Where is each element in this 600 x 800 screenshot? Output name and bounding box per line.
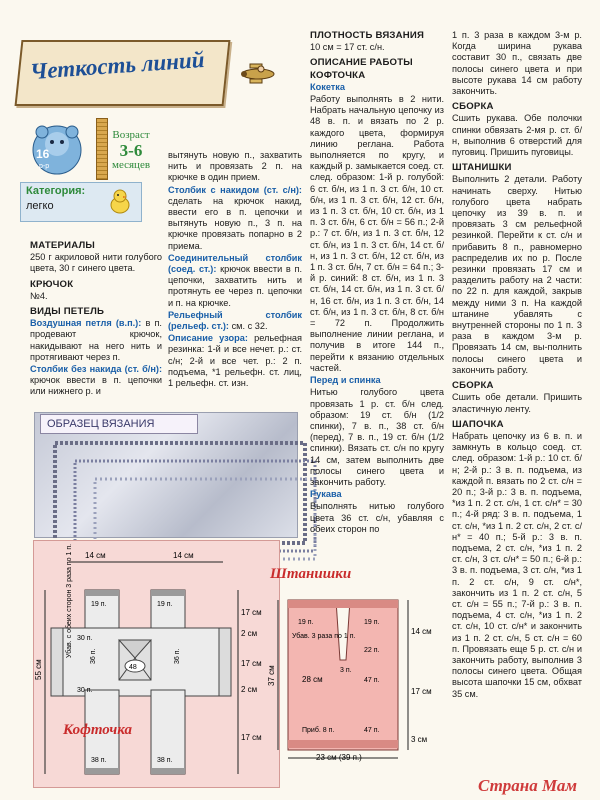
pants-waist-left: 19 п. [298,619,314,626]
age-block [112,128,150,173]
size-value: 16 [36,147,50,161]
pattern-name: Описание узора: [168,333,248,344]
hook-title: КРЮЧОК [30,278,74,290]
jacket-total-height: 55 см [34,659,43,680]
hat-text: Набрать цепочку из 6 в. п. и замкнуть в кольцо соед. ст. след. образом: 1-й р.: 10 ст. б/н; 2-й р.: 3 в. п. подъема, из каждой п. вязать по 2 ст. с/н = 20 п.; 3-й р.: 3 в. п. подъема, *из 1 п. 2 ст. с/н, 1 ст. с/н* = 30 п.; 4-й ряд: 3 в. п. подъема, 1 ст. с/н, *из 1 п. 2 ст. с/н, 2 ст. с/н* = 40 п.; 5-й р.: 3 в. п. подъема, 2 ст. с/н, *из 1 п. 2 ст. с/н, 3 ст. с/н* = 50 п.; 6-й р.: 3 в. п. подъема, 3 ст. с/н, *из 1 п. 2 ст. с/н, 9 ст. с/н*, закончить из 1 п. 2 ст. с/н, 5 ст. с/н = 55 п.; 7-й р.: 3 в. п. подъема, 4 ст. с/н, *из 1 п. 2 ст. с/н, 10 ст. с/н* и закончить из 1 п. 2 ст. с/н, 5 ст. с/н = 60 п. Провязать еще 5 р. ст. с/н и закончить работу, выполнив 3 полосы синего цвета. Общая высота шапочки 15 см, обхват 35 см. [452,430,582,699]
age-label: Возраст [112,129,150,141]
slip-stitch-name: Соединительный столбик (соед. ст.): [168,252,302,275]
loop2-name: Столбик без накида (ст. б/н): [30,364,162,375]
col4-text-1: 1 п. 3 раза в каждом 3-м р. Когда ширина рукава составит 30 п., связать две полосы синего цвета и при высоте рукава 14 см работу закончить. [452,30,582,97]
jacket-bottom-left: 38 п. [91,757,107,764]
materials-title: МАТЕРИАЛЫ [30,240,95,251]
pattern-text: рельефная резинка: 1-й и все нечет. р.: ст. с/н; 2-й и все чет. р.: 2 п. подъема, *1 рельефн. ст. лиц, 1 рельефн. ст. изн. [168,333,302,389]
assembly2-text: Сшить обе детали. Пришить эластичную ленту. [452,392,582,414]
jacket-side-top: 30 п. [77,635,93,642]
category-value: легко [26,200,54,212]
hat-title: ШАПОЧКА [452,418,504,430]
stitch-dc-text: сделать на крючок накид, ввести его в п. цепочки и вытянуть новую п., 3 п. на крючке провязать попарно в 2 приема. [168,195,302,251]
pants-text: Выполнить 2 детали. Работу начинать сверху. Нитью голубого цвета набрать цепочку из 39 в. п. и провязать 3 см рельефной резинкой. Перейти к ст. с/н и прибавить 8 п., равномерно распределив их по р. После резинки провязать 17 см и разделить работу на 2 части: по 22 п. для каждой, закрыв между ними 3 п. На каждой штанине убавлять с внутренней стороны по 1 п. 3 раза в каждом 3-м р. Провязать 14 см, вы-полнить полосы синего цвета и закончить работу. [452,174,582,375]
slip-stitch-text: крючок ввести в п. цепочки, захватить нить и протянуть ее через п. цепочки и п. на крючке. [168,264,302,308]
pants-title: ШТАНИШКИ [452,162,512,174]
page-title: Четкость линий [29,46,206,85]
size-badge-icon [28,120,86,178]
jacket-side-bottom: 30 п. [77,687,93,694]
work-title: ОПИСАНИЕ РАБОТЫ [310,57,413,69]
yoke-center-label: 48 [129,664,137,671]
sleeves-title: Рукава [310,489,342,500]
yoke-title: Кокетка [310,81,346,92]
jacket-sleeve-top-left: 19 п. [91,601,107,608]
assembly-title: СБОРКА [452,101,494,113]
density-text: 10 см = 17 ст. с/н. [310,42,385,53]
jacket-top-right-width: 14 см [173,551,194,560]
watermark: Страна Мам [478,776,578,795]
loops-title: ВИДЫ ПЕТЕЛЬ [30,306,105,318]
work-subtitle: КОФТОЧКА [310,69,366,81]
pants-decrease-left: Убав. 3 раза по 1 п. [292,633,356,640]
pants-leg-points: 22 п. [364,647,380,654]
pants-right-dim-b: 17 см [411,687,432,696]
assembly2-title: СБОРКА [452,380,494,392]
stitch-dc-name: Столбик с накидом (ст. с/н): [168,184,302,195]
pants-right-dim-c: 3 см [411,735,428,744]
sample-photo-label: ОБРАЗЕЦ ВЯЗАНИЯ [40,414,198,434]
airplane-icon [236,58,280,88]
pants-bottom-width: 23 см (39 п.) [316,753,362,762]
loop2-text: крючок ввести в п. цепочки или нижнего р. и [30,375,162,397]
assembly-text: Сшить рукава. Обе полочки спинки обвязать 2-мя р. ст. б/н, выполнив 6 отверстий для пуговиц. Пришить пуговицы. [452,113,582,158]
column-2 [168,150,302,390]
relief-stitch-name: Рельефный столбик (рельеф. ст.): [168,309,302,332]
age-unit: месяцев [112,159,151,171]
relief-stitch-text: см. с 32. [231,321,268,332]
jacket-right-dim-b: 2 см [241,629,258,638]
pants-waist-right: 19 п. [364,619,380,626]
chick-icon [108,188,132,214]
jacket-bottom-right: 38 п. [157,757,173,764]
yoke-text: Работу выполнять в 2 нити. Набрать начальную цепочку из 48 в. п. и вязать по 2 р. каждого цвета, формируя линию реглана. Работа выполняется по кругу, и каждый р. замыкается соед. ст. след. образом: 1-й р. голубой: 6 ст. б/н, из 1 п. 3 ст. б/н, 10 ст. б/н, из 1 п. 3 ст. б/н, 12 ст. б/н, из 1 п. 3 ст. б/н, 10 ст. б/н, из 1 п. 3 ст. б/н, 6 ст. б/н = 56 п.; 2-й р.: 7 ст. б/н, из 1 п. 3 ст. б/н, 12 ст. б/н, из 1 п. 3 ст. б/н, 14 ст. б/н, из 1 п. 3 ст. б/н, 12 ст. б/н, из 1 п. 3 ст. б/н, 7 ст. б/н = 64 п.; 3-й р. синий: 8 ст. б/н, из 1 п. 3 ст. б/н, 14 ст. б/н, из 1 п. 3 ст. б/н, 16 ст. б/н, из 1 п. 3 ст. б/н, 14 ст. б/н, из 1 п. 3 ст. б/н, 8 ст. б/н = 72 п. Продолжить выполнение линии реглана, и получив в итоге 144 п., перейти к вязанию отдельных частей. [310,94,444,373]
jacket-right-dim-c: 17 см [241,659,262,668]
pants-mid-points: 47 п. [364,677,380,684]
front-back-text: Нитью голубого цвета провязать 1 р. ст. б/н след. образом: 19 ст. б/н (1/2 спинки), 7 в. п., 38 ст. б/н (перед), 7 в. п., 19 ст. б/н (1/2 спинки). Вязать ст. с/н по кругу 14 см, затем выполнить две полосы синего цвета и закончить работу. [310,387,444,487]
col2-text-1: вытянуть новую п., захватить нить и провязать 2 п. на крючке в один прием. [168,150,302,183]
column-3 [310,30,444,536]
jacket-right-dim-a: 17 см [241,608,262,617]
jacket-top-left-width: 14 см [85,551,106,560]
size-unit: р-р [39,163,50,170]
sleeves-text: Выполнять нитью голубого цвета 36 ст. с/н, убавляя с обеих сторон по [310,501,444,534]
loop1-name: Воздушная петля (в.п.): [30,318,142,329]
column-1 [30,240,162,399]
loop1-text: в п. продевают крючок, накидывают на него нить и протягивают через п. [30,318,162,362]
column-4 [452,30,582,701]
pants-total-height: 37 см [267,665,276,686]
jacket-title: Кофточка [63,722,133,738]
pants-bottom-points: 47 п. [364,727,380,734]
pants-gap: 3 п. [340,667,352,674]
pants-mid-width: 28 см [302,675,323,684]
pants-increase: Приб. 8 п. [302,727,335,734]
jacket-decrease-note: Убав. с обеих сторон 3 раза по 1 п. [66,543,73,658]
jacket-right-dim-d: 2 см [241,685,258,694]
front-back-title: Перед и спинка [310,375,381,386]
materials-text: 250 г акриловой нити голубого цвета, 30 г синего цвета. [30,252,162,274]
jacket-sleeve-top-right: 19 п. [157,601,173,608]
jacket-body-left: 36 п. [90,648,97,664]
jacket-right-dim-e: 17 см [241,733,262,742]
jacket-body-right: 36 п. [174,648,181,664]
pants-diagram-title: Штанишки [270,566,352,582]
density-title: ПЛОТНОСТЬ ВЯЗАНИЯ [310,30,425,41]
ruler-icon [96,118,108,180]
age-value: 3-6 [119,141,143,160]
hook-text: №4. [30,290,48,301]
category-label: Категория: [26,185,86,197]
jacket-diagram [33,540,278,786]
pants-diagram [268,590,448,762]
pants-right-dim-a: 14 см [411,627,432,636]
